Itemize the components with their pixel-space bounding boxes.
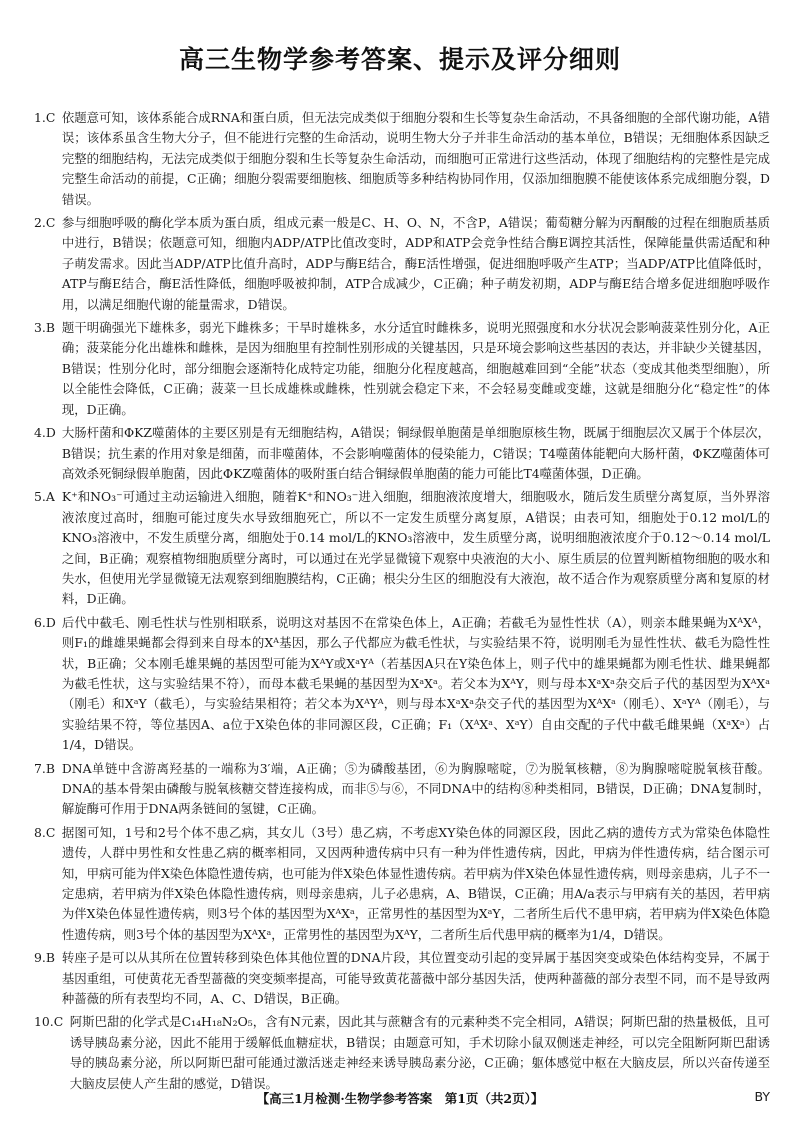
- answer-item: [34, 318, 770, 420]
- explanation-text: 阿斯巴甜的化学式是C₁₄H₁₈N₂O₅，含有N元素，因此其与蔗糖含有的元素种类不完全相同，A错误；阿斯巴甜的热量极低，且可诱导胰岛素分泌，因此不能用于缓解低血糖症状，B错误；由题意可知，手术切除小鼠双侧迷走神经，可以完全阻断阿斯巴甜诱导的胰岛素分泌，所以阿斯巴甜可能通过激活迷走神经来诱导胰岛素分泌，C正确；躯体感觉中枢在大脑皮层，所以兴奋传递至大脑皮层使人产生甜的感觉，D错误。: [69, 1014, 770, 1091]
- explanation-text: 大肠杆菌和ΦKZ噬菌体的主要区别是有无细胞结构，A错误；铜绿假单胞菌是单细胞原核生物，既属于细胞层次又属于个体层次，B错误；抗生素的作用对象是细菌，而非噬菌体，不会影响噬菌体的侵染能力，C错误；T4噬菌体能靶向大肠杆菌，ΦKZ噬菌体可高效杀死铜绿假单胞菌，因此ΦKZ噬菌体的吸附蛋白结合铜绿假单胞菌的能力可能比T4噬菌体强，D正确。: [61, 425, 770, 481]
- question-number: 4.: [34, 425, 46, 441]
- answer-item: [34, 487, 770, 609]
- answer-letter: D: [45, 425, 56, 441]
- answer-letter: C: [45, 824, 56, 840]
- answer-item: [34, 1012, 770, 1094]
- explanation-text: 依题意可知，该体系能合成RNA和蛋白质，但无法完成类似于细胞分裂和生长等复杂生命活动，不具备细胞的全部代谢功能，A错误；该体系虽含生物大分子，但不能进行完整的生命活动，说明生物大分子并非生命活动的基本单位，B错误；无细胞体系因缺乏完整的细胞结构，无法完成类似于细胞分裂和生长等复杂生命活动，而细胞可正常进行这些活动，体现了细胞结构的完整性是完成完整生命活动的前提，C正确；细胞分裂需要细胞核、细胞质等多种结构协同作用，仅添加细胞膜不能使该体系完成细胞分裂，D错误。: [61, 110, 770, 207]
- answer-item: [34, 613, 770, 756]
- explanation-text: DNA单链中含游离羟基的一端称为3′端，A正确；⑤为磷酸基团，⑥为胸腺嘧啶，⑦为脱氧核糖，⑧为胸腺嘧啶脱氧核苷酸。DNA的基本骨架由磷酸与脱氧核糖交替连接构成，而非⑤与⑥，不同DNA中的结构⑧种类相同，B错误，D正确；DNA复制时，解旋酶可作用于DNA两条链间的氢键，C正确。: [61, 760, 770, 817]
- answer-letter: D: [45, 614, 56, 630]
- question-number: 5.: [34, 489, 46, 505]
- explanation-text: 据图可知，1号和2号个体不患乙病，其女儿（3号）患乙病，不考虑XY染色体的同源区段，因此乙病的遗传方式为常染色体隐性遗传，人群中男性和女性患乙病的概率相同，又因两种遗传病中只有一种为伴性遗传病，因此，甲病为伴性遗传病，结合图示可知，甲病可能为伴X染色体隐性遗传病，也可能为伴X染色体显性遗传病。若甲病为伴X染色体显性遗传病，则母亲患病，儿子不一定患病，若甲病为伴X染色体隐性遗传病，则母亲患病，儿子必患病，A、B错误，C正确；用A/a表示与甲病有关的基因，若甲病为伴X染色体显性遗传病，则3号个体的基因型为XᴬXᵃ，正常男性的基因型为XᵃY，二者所生后代不患甲病，若甲病为伴X染色体隐性遗传病，则3号个体的基因型为XᴬXᵃ，正常男性的基因型为XᴬY，二者所生后代患甲病的概率为1/4，D错误。: [61, 824, 770, 942]
- explanation-text: 后代中截毛、刚毛性状与性别相联系，说明这对基因不在常染色体上，A正确；若截毛为显性性状（A），则亲本雌果蝇为XᴬXᴬ，则F₁的雌雄果蝇都会得到来自母本的Xᴬ基因，那么子代都应为截毛性状，与实验结果不符，说明刚毛为显性性状、截毛为隐性性状，B正确；父本刚毛雄果蝇的基因型可能为XᴬY或XᵃYᴬ（若基因A只在Y染色体上，则子代中的雄果蝇都为刚毛性状、雌果蝇都为截毛性状，这与实验结果不符），而母本截毛果蝇的基因型为XᵃXᵃ。若父本为XᴬY，则与母本XᵃXᵃ杂交后子代的基因型为XᴬXᵃ（刚毛）和XᵃY（截毛），与实验结果相符；若父本为XᴬYᴬ，则与母本XᵃXᵃ杂交子代的基因型为XᴬXᵃ（刚毛）、XᵃYᴬ（刚毛），与实验结果不符，等位基因A、a位于X染色体的非同源区段，C正确；F₁（XᴬXᵃ、XᵃY）自由交配的子代中截毛雌果蝇（XᵃXᵃ）占1/4，D错误。: [61, 614, 770, 753]
- question-number: 9.: [34, 950, 46, 966]
- question-number: 3.: [34, 320, 46, 336]
- answer-letter: B: [45, 760, 55, 776]
- explanation-text: 转座子是可以从其所在位置转移到染色体其他位置的DNA片段，其位置变动引起的变异属于基因突变或染色体结构变异，不属于基因重组，可使黄花无香型蔷薇的突变频率提高，可能导致黄花蔷薇中部分基因失活，使两种蔷薇的部分表型不同，而不是导致两种蔷薇的所有表型均不同，A、C、D错误，B正确。: [61, 950, 770, 1007]
- answer-letter: A: [45, 489, 55, 505]
- explanation-text: K⁺和NO₃⁻可通过主动运输进入细胞，随着K⁺和NO₃⁻进入细胞，细胞液浓度增大，细胞吸水，随后发生质壁分离复原，当外界溶液浓度过高时，细胞可能过度失水导致细胞死亡，所以不一定发生质壁分离复原，A错误；由表可知，细胞处于0.12 mol/L的KNO₃溶液中，不发生质壁分离，细胞处于0.14 mol/L的KNO₃溶液中，发生质壁分离，说明细胞液浓度介于0.12～0.14 mol/L之间，B正确；观察植物细胞质壁分离时，可以通过在光学显微镜下观察中央液泡的大小、原生质层的位置判断植物细胞的吸水和失水，但使用光学显微镜无法观察到细胞膜结构，C正确；根尖分生区的细胞没有大液泡，故不适合作为观察质壁分离和复原的材料，D正确。: [61, 489, 770, 607]
- page-title: 高三生物学参考答案、提示及评分细则: [178, 45, 621, 74]
- page-code: BY: [754, 1089, 770, 1104]
- explanation-text: 参与细胞呼吸的酶化学本质为蛋白质，组成元素一般是C、H、O、N，不含P，A错误；葡萄糖分解为丙酮酸的过程在细胞质基质中进行，B错误；依题意可知，细胞内ADP/ATP比值改变时，ADP和ATP会竞争性结合酶E调控其活性，保障能量供需适配和种子萌发需求。因此当ADP/ATP比值升高时，ADP与酶E结合，酶E活性增强，促进细胞呼吸产生ATP；当ADP/ATP比值降低时，ATP与酶E结合，酶E活性降低，细胞呼吸被抑制，ATP合成减少，C正确；种子萌发初期，ADP与酶E结合增多促进细胞呼吸作用，以满足细胞代谢的能量需求，D错误。: [61, 215, 770, 312]
- answer-item: [34, 823, 770, 945]
- answer-letter: C: [53, 1014, 64, 1030]
- answer-item: [34, 948, 770, 1009]
- page-footer: 【高三1月检测·生物学参考答案 第1页（共2页）】: [256, 1091, 544, 1106]
- answer-item: [34, 423, 770, 484]
- answer-letter: C: [45, 215, 56, 231]
- question-number: 6.: [34, 614, 46, 630]
- question-number: 10.: [34, 1014, 54, 1030]
- question-number: 8.: [34, 824, 46, 840]
- answer-letter: B: [45, 950, 55, 966]
- answer-list: [34, 108, 770, 1097]
- answer-item: [34, 759, 770, 820]
- explanation-text: 题干明确强光下雄株多，弱光下雌株多；干旱时雄株多，水分适宜时雌株多，说明光照强度和水分状况会影响菠菜性别分化，A正确；菠菜能分化出雄株和雌株，是因为细胞里有控制性别形成的关键基因，只是环境会影响这些基因的表达，并非缺少关键基因，B错误；性别分化时，部分细胞会逐渐特化成特定功能，细胞分化程度越高，细胞越难回到“全能”状态（变成其他类型细胞），所以全能性会降低，C正确；菠菜一旦长成雄株或雌株，性别就会稳定下来，不会轻易变雌或变雄，这就是细胞分化“稳定性”的体现，D正确。: [61, 320, 770, 417]
- question-number: 1.: [34, 110, 46, 125]
- question-number: 7.: [34, 760, 46, 776]
- answer-item: [34, 108, 770, 210]
- answer-letter: B: [45, 320, 55, 336]
- answer-item: [34, 213, 770, 315]
- answer-letter: C: [45, 110, 56, 125]
- question-number: 2.: [34, 215, 46, 231]
